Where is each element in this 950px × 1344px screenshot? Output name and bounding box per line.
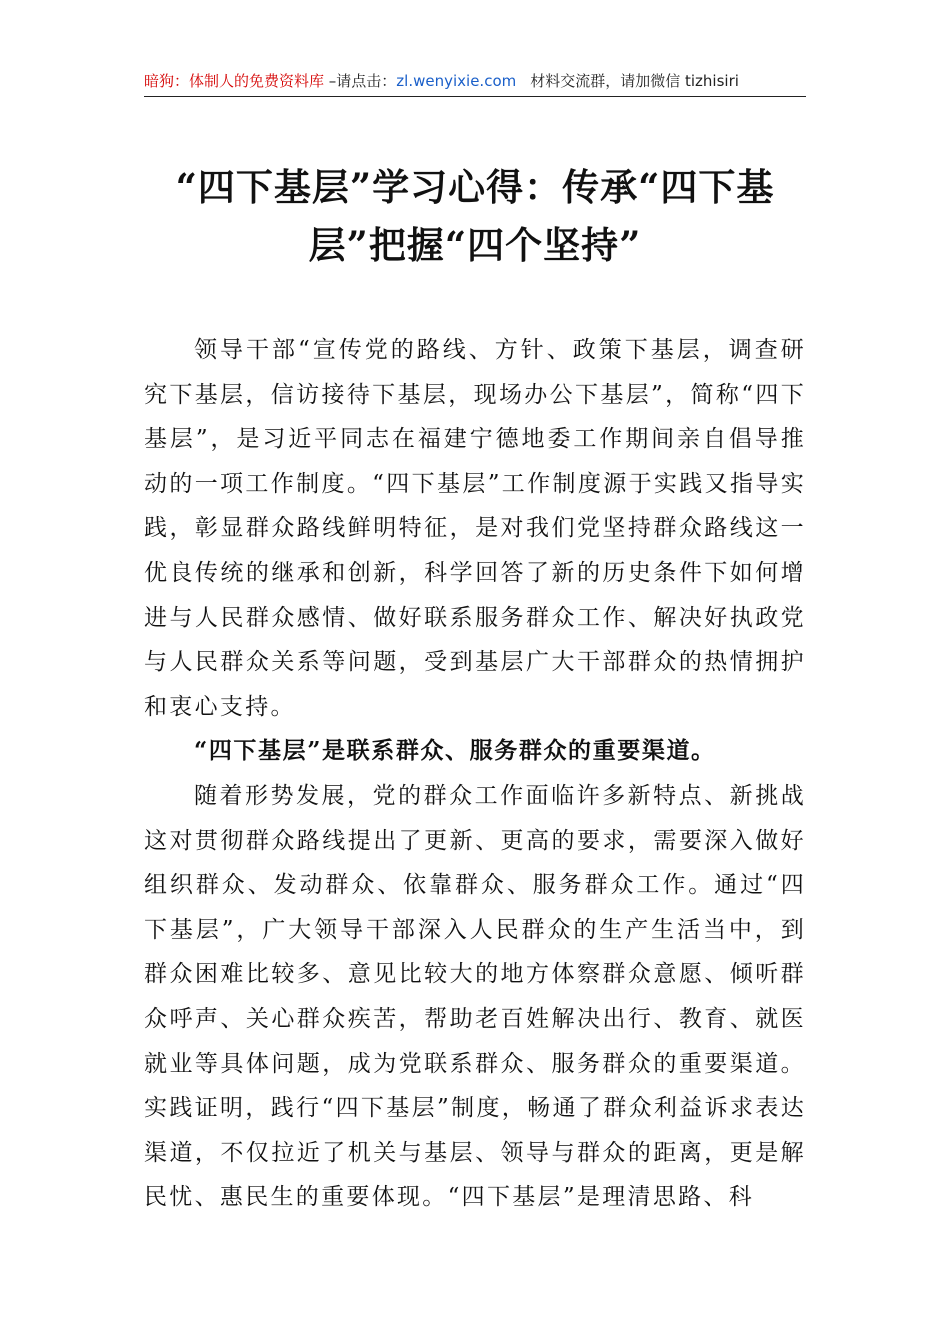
paragraph-intro: 领导干部“宣传党的路线、方针、政策下基层，调查研究下基层，信访接待下基层，现场办公下基层”，简称“四下基层”，是习近平同志在福建宁德地委工作期间亲自倡导推动的一项工作制度。“四下基层”工作制度源于实践又指导实践，彰显群众路线鲜明特征，是对我们党坚持群众路线这一优良传统的继承和创新，科学回答了新的历史条件下如何增进与人民群众感情、做好联系服务群众工作、解决好执政党与人民群众关系等问题，受到基层广大干部群众的热情拥护和衷心支持。	[144, 337, 806, 720]
header-contact: 材料交流群，请加微信 tizhisiri	[530, 72, 739, 90]
header-prompt: –请点击：	[324, 72, 397, 90]
header-link[interactable]: zl.wenyixie.com	[396, 72, 517, 90]
page-header	[144, 68, 806, 97]
article-body	[144, 328, 806, 1220]
section-heading: “四下基层”是联系群众、服务群众的重要渠道。	[194, 737, 716, 765]
article-title-line-1: “四下基层”学习心得：传承“四下基	[175, 165, 775, 209]
header-brand: 暗狗：体制人的免费资料库	[144, 72, 325, 90]
paragraph-body: 随着形势发展，党的群众工作面临许多新特点、新挑战这对贯彻群众路线提出了更新、更高的要求，需要深入做好组织群众、发动群众、依靠群众、服务群众工作。通过“四下基层”，广大领导干部深入人民群众的生产生活当中，到群众困难比较多、意见比较大的地方体察群众意愿、倾听群众呼声、关心群众疾苦，帮助老百姓解决出行、教育、就医就业等具体问题，成为党联系群众、服务群众的重要渠道。实践证明，践行“四下基层”制度，畅通了群众利益诉求表达渠道，不仅拉近了机关与基层、领导与群众的距离，更是解民忧、惠民生的重要体现。“四下基层”是理清思路、科	[144, 782, 806, 1211]
article-title-line-2: 层”把握“四个坚持”	[308, 223, 642, 267]
